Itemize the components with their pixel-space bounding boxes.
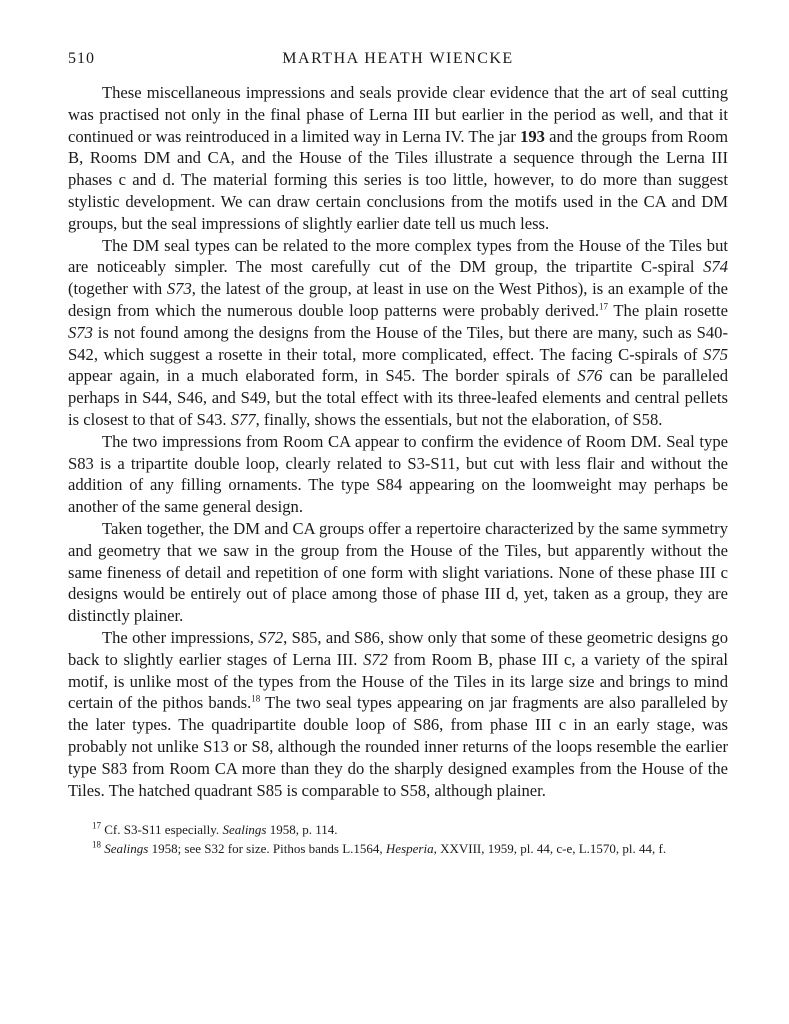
text-run: , finally, shows the essentials, but not the elaboration, of S58.: [255, 409, 663, 429]
bold-text: 193: [520, 126, 545, 146]
paragraph-5: [68, 627, 728, 801]
text-run: Cf. S3-S11 especially.: [101, 822, 223, 838]
italic-text: S74: [703, 257, 728, 277]
paragraph-4: [68, 518, 728, 627]
italic-text: Sealings: [222, 822, 267, 838]
footnote-17: [68, 821, 728, 838]
text-run: The two impressions from Room CA appear to confirm the evidence of Room DM. Seal type S83 is a tripartite double loop, clearly related to S3-S11, but cut with less flair and without the addition of any filling ornaments. The type S84 appearing on the loomweight may perhaps be another of the same general design.: [68, 431, 728, 517]
footnote-ref: 17: [599, 301, 609, 312]
footnotes: [68, 821, 728, 857]
footnote-ref: 17: [92, 820, 101, 831]
footnote-18: [68, 840, 728, 857]
italic-text: S72: [363, 649, 388, 669]
italic-text: S76: [577, 366, 603, 386]
text-run: 1958; see S32 for size. Pithos bands L.1564,: [148, 841, 386, 857]
italic-text: Sealings: [104, 841, 149, 857]
text-run: , XXVIII, 1959, pl. 44, c-e, L.1570, pl. 44, f.: [433, 841, 667, 857]
text-run: appear again, in a much elaborated form, in S45. The border spirals of: [68, 366, 578, 386]
running-title: MARTHA HEATH WIENCKE: [282, 50, 514, 67]
italic-text: Hesperia: [385, 841, 434, 857]
paragraph-2: [68, 235, 728, 431]
text-run: and the groups from Room B, Rooms DM and CA, and the House of the Tiles illustrate a sequence through the Lerna III phases c and d. The material forming this series is too little, however, to do more than suggest stylistic development. We can draw certain conclusions from the motifs used in the CA and DM groups, but the seal impressions of slightly earlier date tell us much less.: [68, 126, 728, 233]
text-run: is not found among the designs from the House of the Tiles, but there are many, such as S40-S42, which suggest a rosette in their total, more complicated, effect. The facing C-spirals of: [68, 322, 728, 364]
page: [68, 44, 728, 859]
italic-text: S77: [230, 409, 256, 429]
italic-text: S75: [703, 344, 728, 364]
footnote-ref: 18: [92, 839, 101, 850]
page-number: 510: [68, 50, 95, 67]
text-run: , S85, and S86, show only that some of these geometric designs go back to slightly earlier stages of Lerna III.: [68, 627, 728, 669]
body-text: [68, 82, 728, 801]
paragraph-1: [68, 82, 728, 235]
text-run: The two seal types appearing on jar fragments are also paralleled by the later types. The quadripartite double loop of S86, from phase III c in an early stage, was probably not unlike S13 or S8, although the rounded inner returns of the loops resemble the earlier type S83 from Room CA more than they do the sharply designed examples from the House of the Tiles. The hatched quadrant S85 is comparable to S58, although plainer.: [68, 693, 728, 800]
paragraph-3: [68, 431, 728, 518]
text-run: The other impressions,: [102, 627, 259, 647]
text-run: These miscellaneous impressions and seals provide clear evidence that the art of seal cutting was practised not only in the final phase of Lerna III but earlier in the period as well, and that it continued or was reintroduced in a limited way in Lerna IV. The jar: [68, 83, 728, 146]
italic-text: S73: [68, 322, 93, 342]
text-run: , the latest of the group, at least in use on the West Pithos), is an example of the design from which the numerous double loop patterns were probably derived.: [68, 279, 728, 320]
running-head: [68, 44, 728, 74]
italic-text: S72: [258, 627, 284, 647]
text-run: can be paralleled perhaps in S44, S46, and S49, but the total effect with its three-leafed elements and central pellets is closest to that of S43.: [68, 366, 729, 429]
text-run: (together with: [68, 279, 167, 299]
text-run: Taken together, the DM and CA groups offer a repertoire characterized by the same symmetry and geometry that we saw in the group from the House of the Tiles, but apparently without the same fineness of detail and repetition of one form with slight variations. None of these phase III c designs would be entirely out of place among those of phase III d, yet, taken as a group, they are distinctly plainer.: [68, 518, 728, 626]
text-run: The plain rosette: [608, 300, 728, 320]
text-run: 1958, p. 114.: [266, 822, 338, 838]
text-run: The DM seal types can be related to the more complex types from the House of the Tiles but are noticeably simpler. The most carefully cut of the DM group, the tripartite C-spiral: [68, 235, 728, 277]
text-run: from Room B, phase III c, a variety of the spiral motif, is unlike most of the types from the House of the Tiles in its large size and brings to mind certain of the pithos bands.: [68, 649, 728, 713]
italic-text: S73: [166, 279, 192, 299]
footnote-ref: 18: [251, 693, 261, 704]
